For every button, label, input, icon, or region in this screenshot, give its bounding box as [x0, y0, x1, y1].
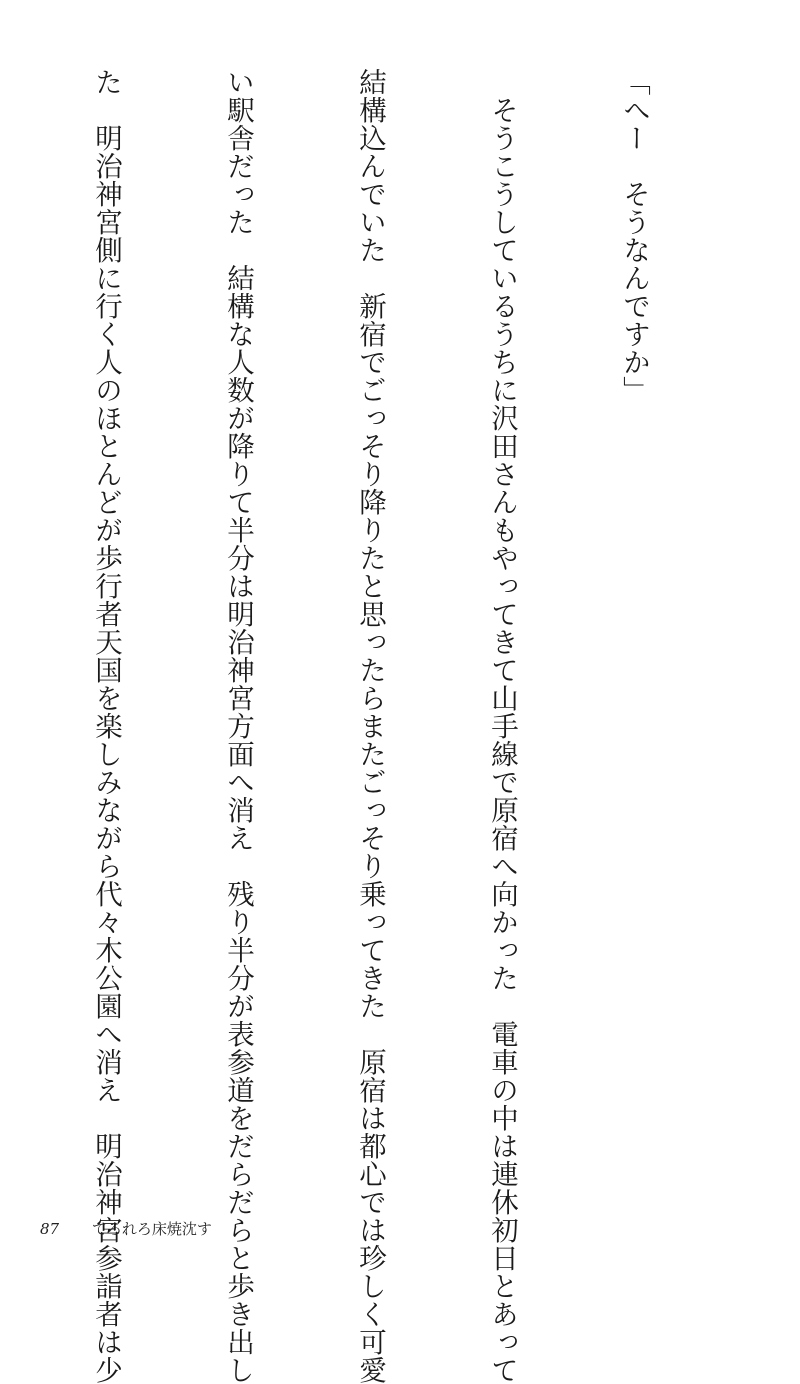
text-line-1: 「へー そうなんですか」: [618, 68, 650, 404]
page-footer: [40, 1218, 212, 1239]
text-line-5: た 明治神宮側に行く人のほとんどが歩行者天国を楽しみながら代々木公園へ消え 明治神宮参詣者は少: [90, 68, 122, 1384]
text-line-2: そうこうしているうちに沢田さんもやってきて山手線で原宿へ向かった 電車の中は連休初日とあって: [486, 68, 518, 1384]
page-number: 87: [40, 1220, 60, 1238]
text-line-4: い駅舎だった 結構な人数が降りて半分は明治神宮方面へ消え 残り半分が表参道をだらだらと歩き出し: [222, 68, 254, 1384]
book-title: てろれろ床焼沈す: [91, 1220, 212, 1238]
text-line-3: 結構込んでいた 新宿でごっそり降りたと思ったらまたごっそり乗ってきた 原宿は都心では珍しく可愛: [354, 68, 386, 1384]
